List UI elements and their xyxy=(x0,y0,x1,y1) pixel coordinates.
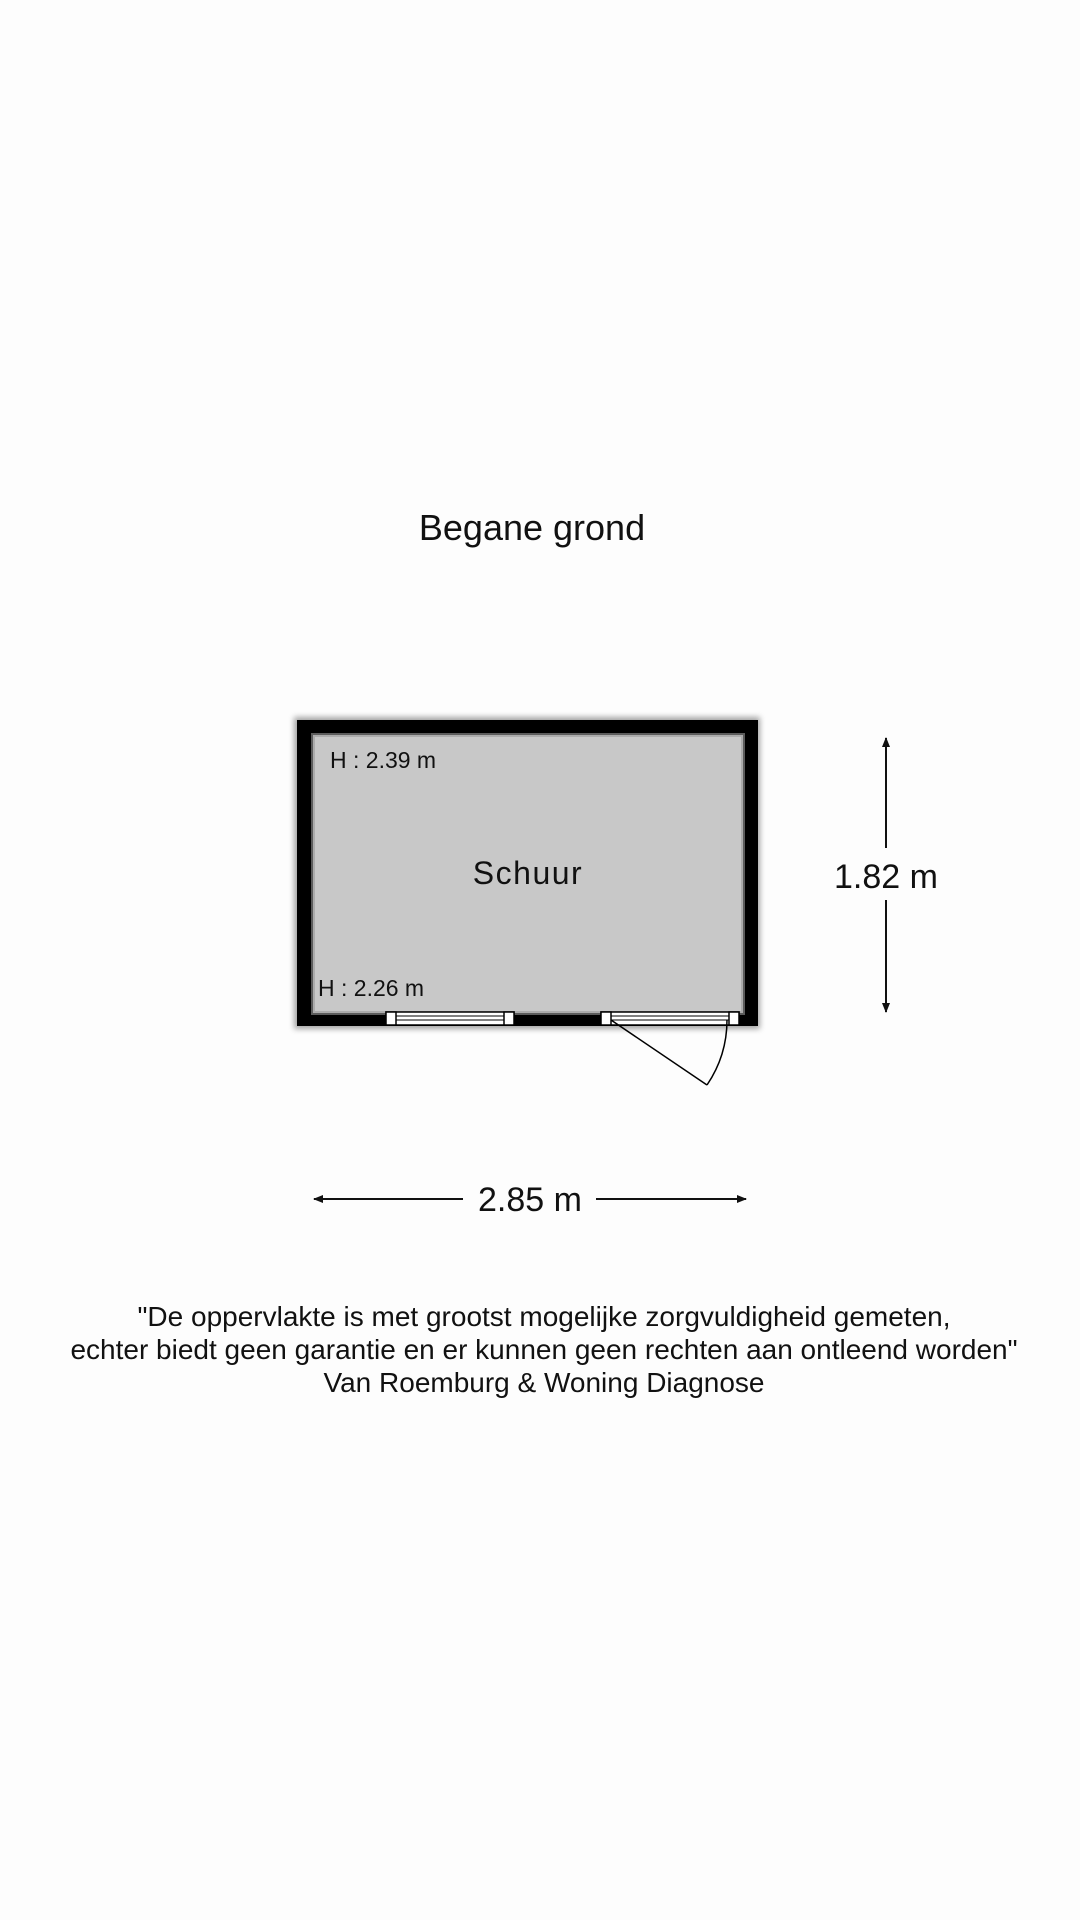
depth-label: 1.82 m xyxy=(834,858,938,896)
door-swing-arc xyxy=(707,1020,727,1085)
disclaimer-line-3: Van Roemburg & Woning Diagnose xyxy=(323,1367,765,1398)
width-label: 2.85 m xyxy=(478,1181,582,1219)
window xyxy=(386,1012,514,1025)
width-dimension xyxy=(314,1181,746,1219)
disclaimer xyxy=(0,1300,1080,1399)
floor-title: Begane grond xyxy=(418,507,646,548)
room-height-bottom: H : 2.26 m xyxy=(318,975,425,1001)
door xyxy=(601,1012,739,1085)
depth-dimension xyxy=(834,738,938,1012)
room-name: Schuur xyxy=(472,855,584,891)
door-leaf xyxy=(611,1020,707,1085)
disclaimer-line-1: "De oppervlakte is met grootst mogelijke zorgvuldigheid gemeten, xyxy=(137,1301,951,1332)
disclaimer-line-2: echter biedt geen garantie en er kunnen geen rechten aan ontleend worden" xyxy=(70,1334,1018,1365)
room-height-top: H : 2.39 m xyxy=(330,747,437,773)
